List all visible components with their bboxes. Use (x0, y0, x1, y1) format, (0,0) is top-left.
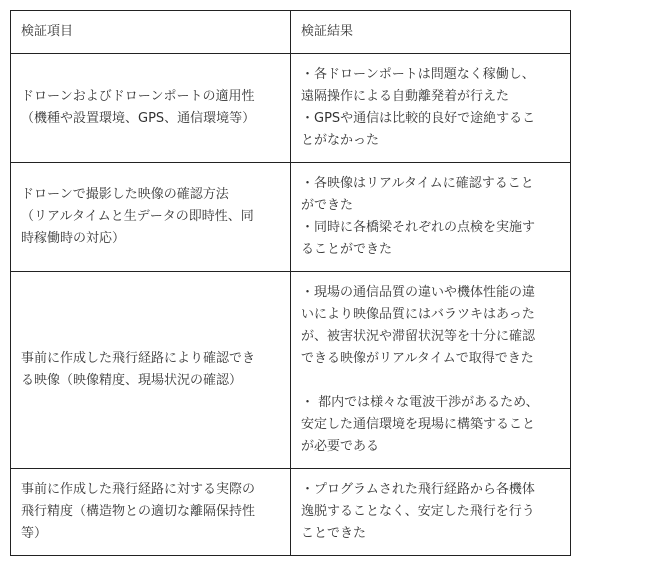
table-row (11, 469, 571, 556)
item-cell: 事前に作成した飛行経路に対する実際の 飛行精度（構造物との適切な離隔保持性 等） (11, 469, 291, 556)
table-row (11, 54, 571, 163)
table-header-row (11, 11, 571, 54)
header-item-cell: 検証項目 (11, 11, 291, 54)
verification-table (10, 10, 571, 556)
result-cell: ・現場の通信品質の違いや機体性能の違 いにより映像品質にはバラツキはあった が、被害状況や滞留状況等を十分に確認 できる映像がリアルタイムで取得できた ・ 都内では様々な電波干渉があるため、 安定した通信環境を現場に構築すること が必要である (291, 272, 571, 469)
table-row (11, 272, 571, 469)
result-cell: ・プログラムされた飛行経路から各機体 逸脱することなく、安定した飛行を行う ことできた (291, 469, 571, 556)
item-cell: ドローンおよびドローンポートの適用性 （機種や設置環境、GPS、通信環境等） (11, 54, 291, 163)
item-cell: ドローンで撮影した映像の確認方法 （リアルタイムと生データの即時性、同 時稼働時の対応） (11, 163, 291, 272)
header-result-cell: 検証結果 (291, 11, 571, 54)
item-cell: 事前に作成した飛行経路により確認でき る映像（映像精度、現場状況の確認） (11, 272, 291, 469)
result-cell: ・各ドローンポートは問題なく稼働し、 遠隔操作による自動離発着が行えた ・GPSや通信は比較的良好で途絶するこ とがなかった (291, 54, 571, 163)
result-cell: ・各映像はリアルタイムに確認すること ができた ・同時に各橋梁それぞれの点検を実施す ることができた (291, 163, 571, 272)
table-row (11, 163, 571, 272)
